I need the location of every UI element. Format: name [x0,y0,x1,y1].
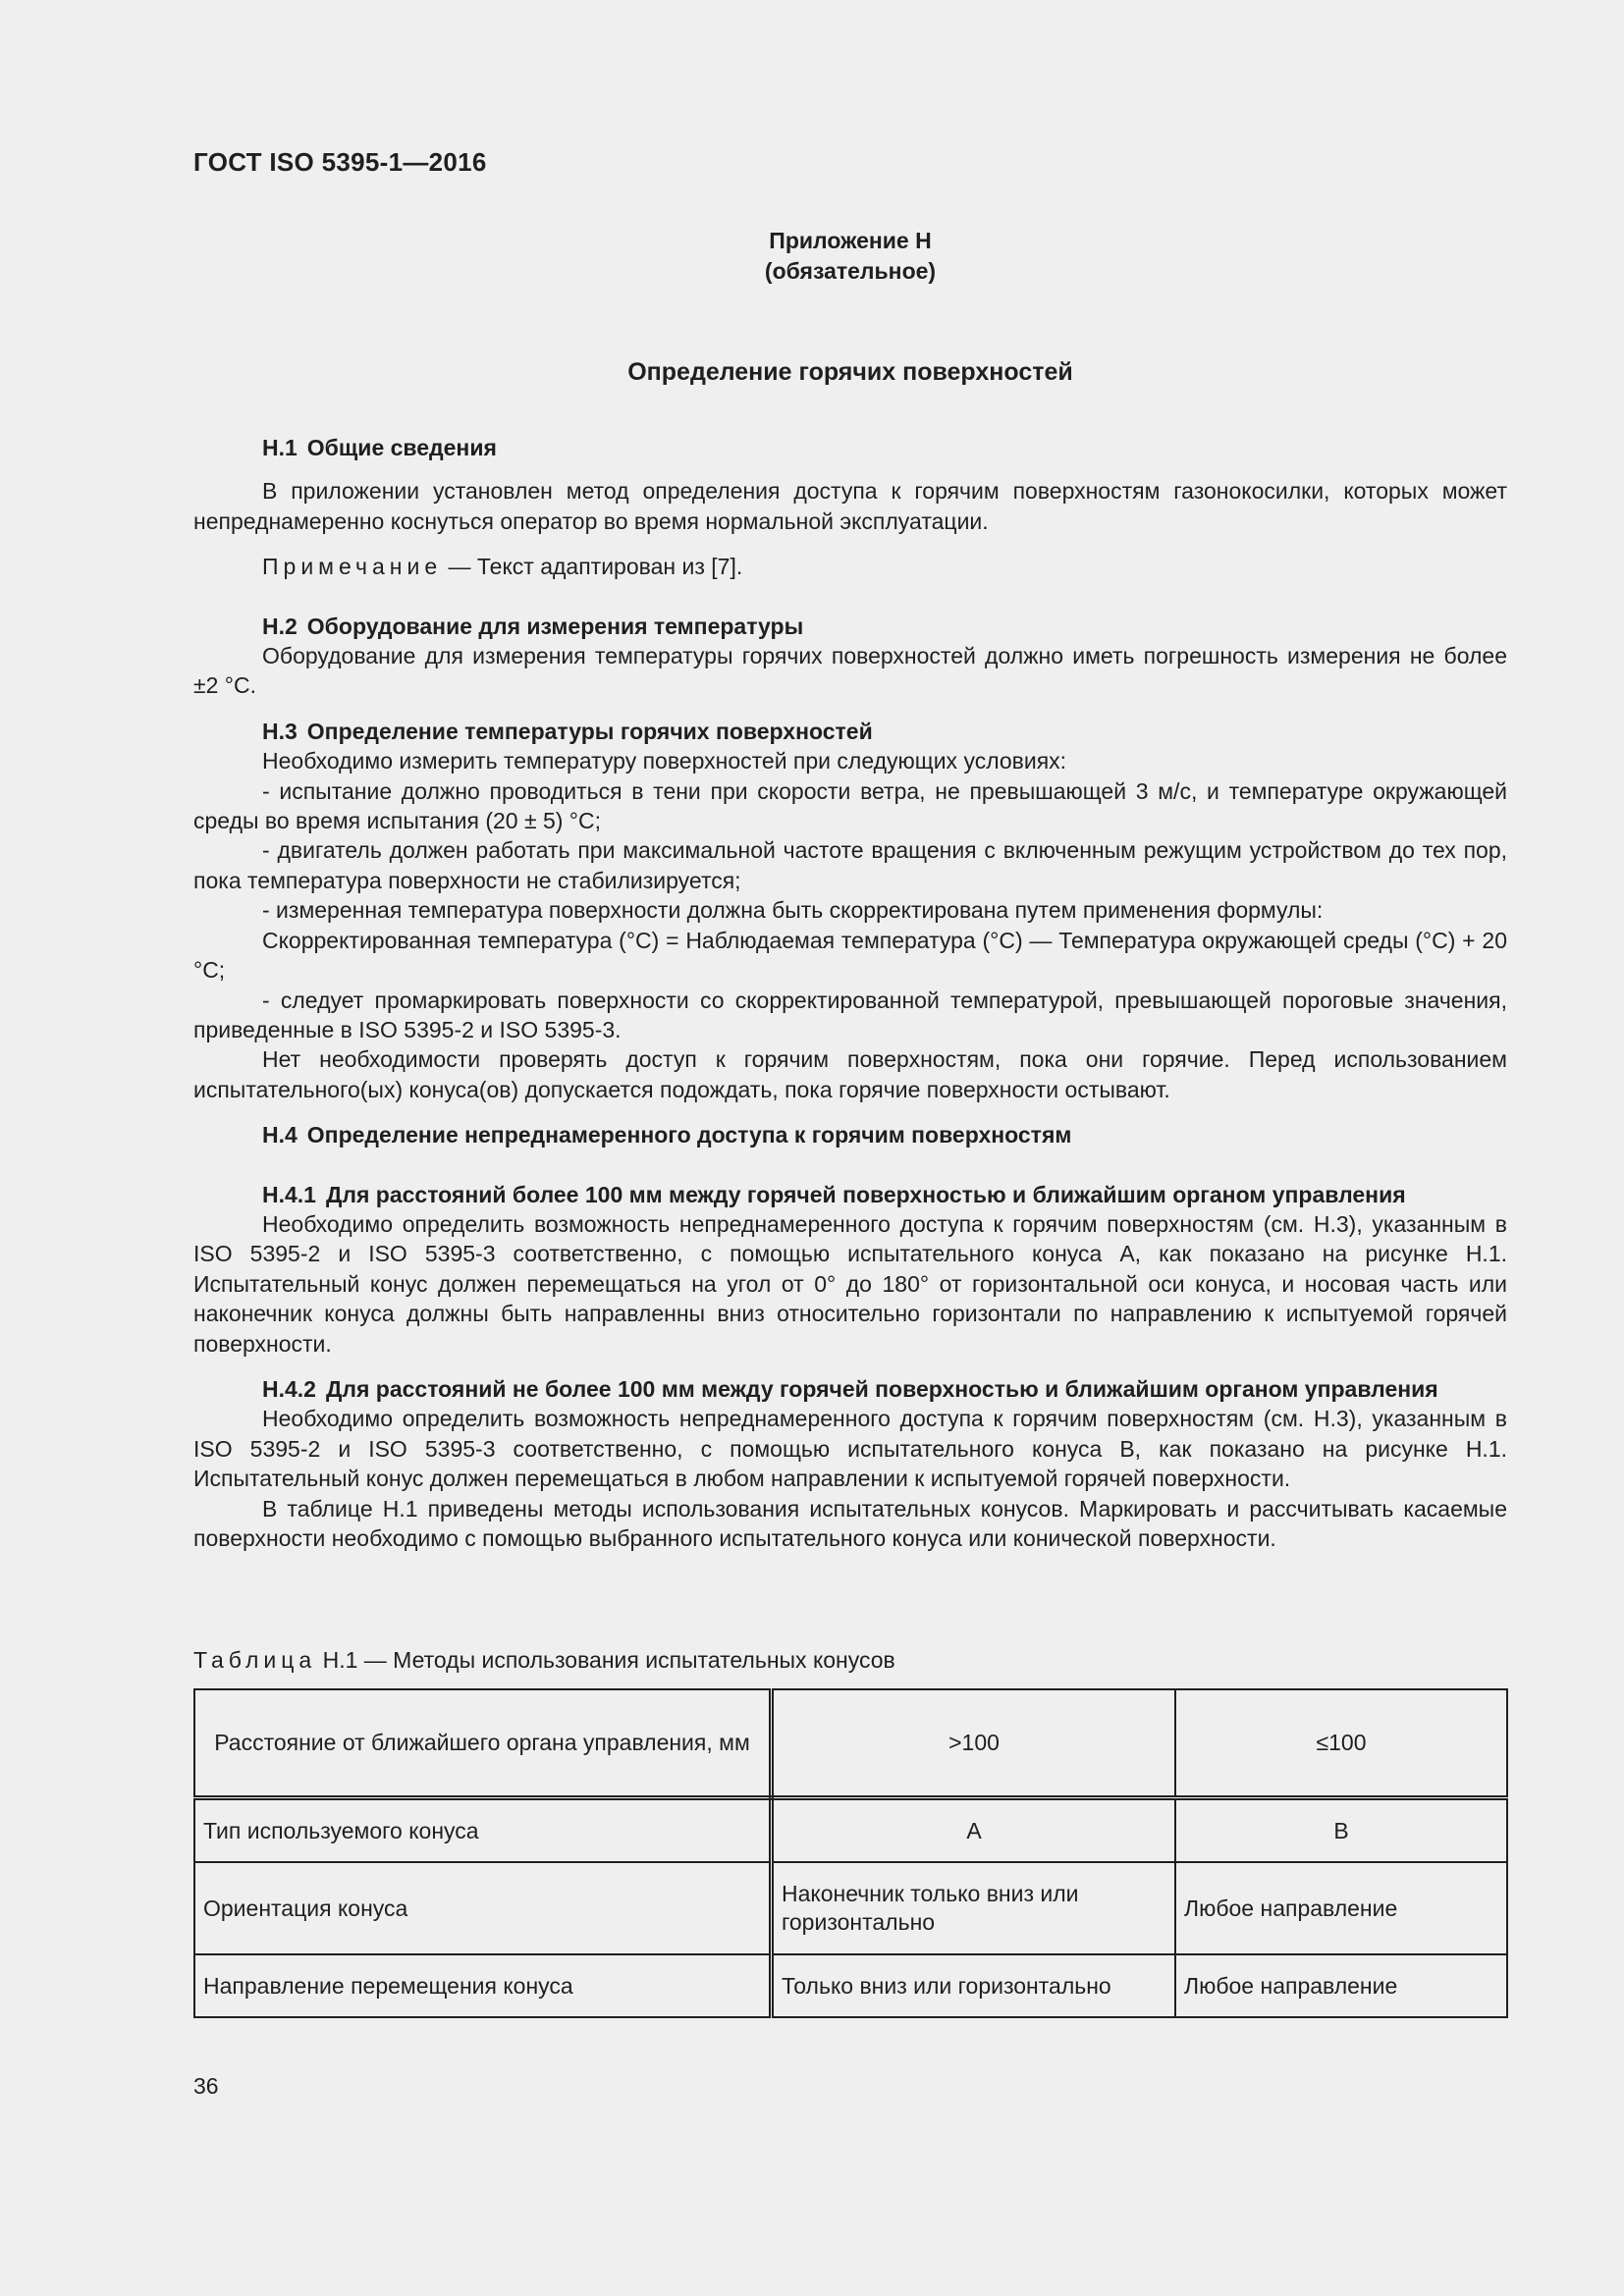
section-heading-h4 [193,1120,1507,1149]
section-title: Для расстояний более 100 мм между горячей поверхностью и ближайшим органом управления [325,1181,1406,1207]
list-item: - следует промаркировать поверхности со скорректированной температурой, превышающей пороговые значения, приведенные в ISO 5395-2 и ISO 5395-3. [193,987,1507,1042]
page-title: Определение горячих поверхностей [627,358,1073,386]
formula: Скорректированная температура (°С) = Наблюдаемая температура (°С) — Температура окружающей среды (°С) + 20 °С; [193,927,1507,984]
table-cell: Наконечник только вниз или горизонтально [772,1862,1176,1954]
table-cell: Только вниз или горизонтально [772,1954,1176,2017]
paragraph: Необходимо определить возможность непреднамеренного доступа к горячим поверхностям (см. Н.3), указанным в ISO 5395-2 и ISO 5395-3 соответственно, с помощью испытательного конуса А, как показано на рисунке Н.1. Испытательный конус должен перемещаться на угол от 0° до 180° от горизонтальной оси конуса, и носовая часть или наконечник конуса должны быть направленны вниз относительно горизонтали по направлению к испытуемой горячей поверхности. [193,1210,1507,1357]
list-item: - измеренная температура поверхности должна быть скорректирована путем применения формулы: [262,897,1324,924]
section-heading-h42 [193,1374,1507,1404]
table-cell: Любое направление [1175,1954,1507,2017]
section-title: Оборудование для измерения температуры [306,613,804,639]
section-number: Н.4.2 [262,1375,316,1402]
section-number: Н.4.1 [262,1181,316,1207]
section-heading-h41 [193,1180,1507,1209]
list-item: - испытание должно проводиться в тени при скорости ветра, не превышающей 3 м/с, и температуре окружающей среды во время испытания (20 ± 5) °С; [193,777,1507,834]
table-header-row [194,1689,1507,1798]
table-cell: Направление перемещения конуса [194,1954,772,2017]
annex-heading [193,226,1507,287]
note [193,552,1507,581]
document-body [193,433,1507,1553]
table-header-cell: ≤100 [1175,1689,1507,1798]
paragraph: Необходимо измерить температуру поверхностей при следующих условиях: [262,748,1067,774]
table-cell: Любое направление [1175,1862,1507,1954]
table-cell: В [1175,1798,1507,1863]
section-title: Определение непреднамеренного доступа к горячим поверхностям [306,1122,1072,1148]
section-title: Определение температуры горячих поверхностей [306,718,873,744]
section-heading-h1 [193,433,1507,462]
list-item: - двигатель должен работать при максимальной частоте вращения с включенным режущим устройством до тех пор, пока температура поверхности не стабилизируется; [193,837,1507,893]
table-caption-text: Н.1 — Методы использования испытательных конусов [316,1647,895,1673]
table-header-cell: Расстояние от ближайшего органа управления, мм [194,1689,772,1798]
section-heading-h2 [193,612,1507,641]
table-cell: А [772,1798,1176,1863]
section-number: Н.2 [262,613,298,639]
section-title: Для расстояний не более 100 мм между горячей поверхностью и ближайшим органом управления [325,1375,1438,1402]
section-number: Н.1 [262,435,298,460]
table-caption [193,1647,895,1674]
document-code: ГОСТ ISO 5395-1—2016 [193,147,487,177]
note-text: — Текст адаптирован из [7]. [442,554,743,580]
paragraph: В приложении установлен метод определения доступа к горячим поверхностям газонокосилки, которых может непреднамеренно коснуться оператор во время нормальной эксплуатации. [193,478,1507,534]
cones-table [193,1688,1508,2018]
paragraph: Оборудование для измерения температуры горячих поверхностей должно иметь погрешность измерения не более ±2 °С. [193,643,1507,699]
section-number: Н.4 [262,1122,298,1148]
table-cell: Тип используемого конуса [194,1798,772,1863]
table-row [194,1862,1507,1954]
table-cell: Ориентация конуса [194,1862,772,1954]
note-label: Примечание [262,554,443,580]
annex-status: (обязательное) [764,258,937,284]
paragraph: Нет необходимости проверять доступ к горячим поверхностям, пока они горячие. Перед использованием испытательного(ых) конуса(ов) допускается подождать, пока горячие поверхности остывают. [193,1046,1507,1102]
table-caption-label: Таблица [193,1647,317,1673]
paragraph: Необходимо определить возможность непреднамеренного доступа к горячим поверхностям (см. Н.3), указанным в ISO 5395-2 и ISO 5395-3 соответственно, с помощью испытательного конуса В, как показано на рисунке Н.1. Испытательный конус должен перемещаться в любом направлении к испытуемой горячей поверхности. [193,1406,1507,1492]
section-number: Н.3 [262,718,298,744]
table-row [194,1954,1507,2017]
section-title: Общие сведения [306,435,497,460]
paragraph: В таблице Н.1 приведены методы использования испытательных конусов. Маркировать и рассчитывать касаемые поверхности необходимо с помощью выбранного испытательного конуса или конической поверхности. [193,1495,1507,1551]
annex-title: Приложение Н [769,228,932,253]
section-heading-h3 [193,717,1507,746]
page-number: 36 [193,2073,219,2099]
document-page [193,0,1507,2296]
table-row [194,1798,1507,1863]
table-header-cell: >100 [772,1689,1176,1798]
